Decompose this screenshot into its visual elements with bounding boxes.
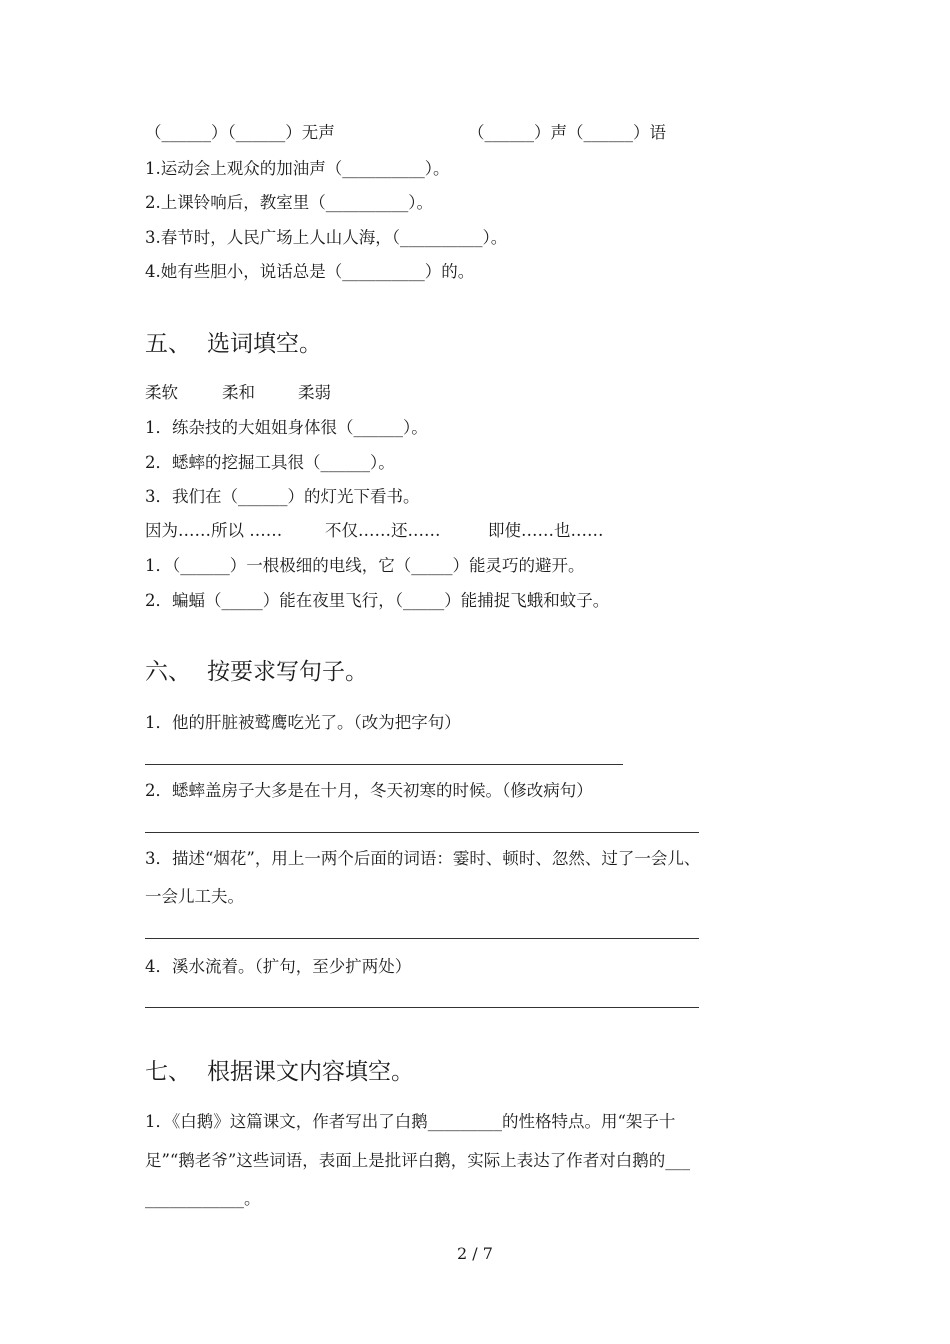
s6-item-3: 3．描述“烟花”，用上一两个后面的词语：霎时、顿时、忽然、过了一会儿、 (145, 849, 701, 868)
s7-line-1: 1．《白鹅》这篇课文，作者写出了白鹅_________的性格特点。用“架子十 (145, 1112, 676, 1131)
word-bank-1-word: 柔和 (222, 383, 255, 402)
section-6-heading (145, 657, 368, 687)
section-7-heading (145, 1057, 414, 1087)
section-5-title: 选词填空。 (207, 331, 322, 357)
answer-line[interactable] (145, 1007, 699, 1008)
word-bank-1 (145, 382, 445, 404)
s6-item-1: 1．他的肝脏被鹫鹰吃光了。（改为把字句） (145, 713, 461, 732)
s6-item-3-cont: 一会儿工夫。 (145, 887, 244, 906)
s7-line-2: 足”“鹅老爷”这些词语，表面上是批评白鹅，实际上表达了作者对白鹅的___ (145, 1151, 691, 1170)
word-bank-2-word: 不仅……还…… (325, 521, 441, 540)
section-5-number: 五、 (145, 331, 191, 357)
word-bank-2 (145, 520, 645, 542)
s6-item-4: 4．溪水流着。（扩句，至少扩两处） (145, 957, 412, 976)
section-6-title: 按要求写句子。 (207, 659, 368, 685)
answer-line[interactable] (145, 832, 699, 833)
section-5-heading (145, 329, 322, 359)
s5-g1-item-3: 3．我们在（______）的灯光下看书。 (145, 487, 420, 506)
answer-line[interactable] (145, 938, 699, 939)
page-number: 2 / 7 (457, 1244, 493, 1263)
section-7-number: 七、 (145, 1059, 191, 1085)
s5-g2-item-2: 2．蝙蝠（_____）能在夜里飞行，（_____）能捕捉飞蛾和蚊子。 (145, 591, 610, 610)
word-bank-2-word: 因为……所以 …… (145, 521, 283, 540)
idiom-fill-right: （______）声（______）语 (468, 123, 666, 142)
s5-g2-item-1: 1．（______）一根极细的电线，它（_____）能灵巧的避开。 (145, 556, 585, 575)
top-item-1: 1.运动会上观众的加油声（__________）。 (145, 159, 450, 178)
s5-g1-item-2: 2．蟋蟀的挖掘工具很（______）。 (145, 453, 395, 472)
s7-line-3: ____________。 (145, 1189, 261, 1208)
word-bank-1-word: 柔软 (145, 383, 178, 402)
word-bank-2-word: 即使……也…… (488, 521, 604, 540)
top-item-3: 3.春节时，人民广场上人山人海，（__________）。 (145, 228, 508, 247)
s6-item-2: 2．蟋蟀盖房子大多是在十月，冬天初寒的时候。（修改病句） (145, 781, 593, 800)
answer-line[interactable] (145, 764, 623, 765)
top-item-4: 4.她有些胆小，说话总是（__________）的。 (145, 262, 475, 281)
s5-g1-item-1: 1．练杂技的大姐姐身体很（______）。 (145, 418, 428, 437)
section-6-number: 六、 (145, 659, 191, 685)
top-item-2: 2.上课铃响后，教室里（__________）。 (145, 193, 433, 212)
word-bank-1-word: 柔弱 (298, 383, 331, 402)
idiom-fill-line (145, 122, 825, 144)
idiom-fill-left: （______）（______）无声 (145, 123, 335, 142)
section-7-title: 根据课文内容填空。 (207, 1059, 414, 1085)
